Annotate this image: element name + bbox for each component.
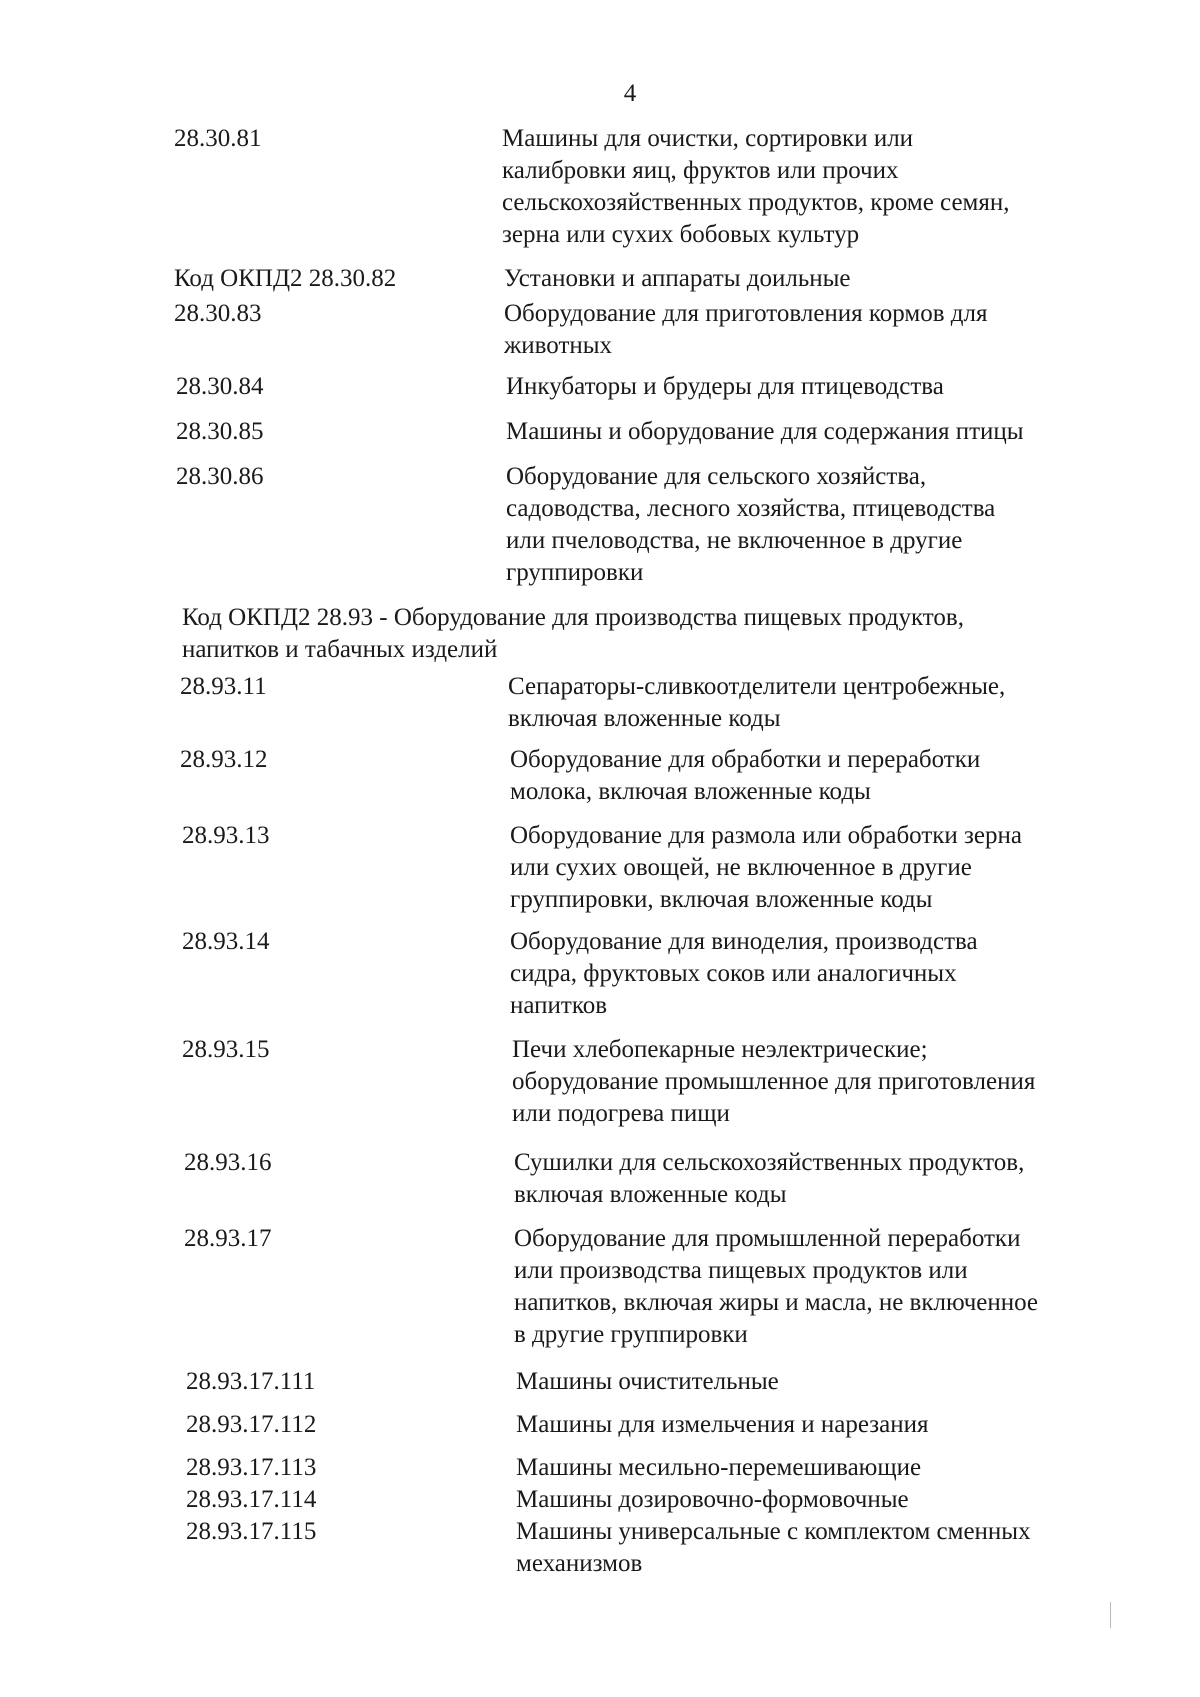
description-line: Сушилки для сельскохозяйственных продуктов, xyxy=(514,1149,1025,1176)
entry-code: 28.93.17.115 xyxy=(186,1518,317,1545)
description-line: группировки, включая вложенные коды xyxy=(510,886,933,913)
description-line: или сухих овощей, не включенное в другие xyxy=(510,854,972,881)
description-line: включая вложенные коды xyxy=(514,1181,787,1208)
description-line: Оборудование для промышленной переработки xyxy=(514,1225,1021,1252)
description-line: или производства пищевых продуктов или xyxy=(514,1257,968,1284)
entry-code: 28.30.85 xyxy=(176,418,264,445)
entry-description xyxy=(510,744,980,808)
entry-code: 28.93.17.111 xyxy=(186,1368,316,1395)
entry-description xyxy=(502,123,1009,251)
entry-description xyxy=(506,371,944,403)
description-line: зерна или сухих бобовых культур xyxy=(502,221,860,248)
entry-code: 28.93.17.112 xyxy=(186,1411,317,1438)
entry-code: Код ОКПД2 28.30.82 xyxy=(174,265,397,292)
page-number: 4 xyxy=(623,80,637,107)
description-line: садоводства, лесного хозяйства, птицеводства xyxy=(506,495,996,522)
description-line: оборудование промышленное для приготовления xyxy=(512,1068,1036,1095)
entry-code: 28.93.16 xyxy=(184,1149,272,1176)
entry-code: 28.93.13 xyxy=(182,822,270,849)
description-line: Машины месильно-перемешивающие xyxy=(516,1454,922,1481)
description-line: напитков, включая жиры и масла, не включенное xyxy=(514,1289,1039,1316)
entry-description xyxy=(514,1147,1024,1211)
description-line: сельскохозяйственных продуктов, кроме семян, xyxy=(502,189,1010,216)
entry-description xyxy=(506,416,1024,448)
entry-description xyxy=(516,1366,779,1398)
entry-description xyxy=(506,461,995,589)
description-line: напитков xyxy=(510,992,608,1019)
description-line: механизмов xyxy=(516,1550,643,1577)
entry-code: 28.93.12 xyxy=(180,746,268,773)
entry-description xyxy=(504,263,851,295)
description-line: молока, включая вложенные коды xyxy=(510,778,871,805)
description-line: Машины универсальные с комплектом сменных xyxy=(516,1518,1031,1545)
entry-code: 28.30.84 xyxy=(176,373,264,400)
description-line: или подогрева пищи xyxy=(512,1100,730,1127)
entry-code: 28.93.15 xyxy=(182,1036,270,1063)
entry-description xyxy=(516,1484,909,1516)
entry-description xyxy=(504,298,987,362)
description-line: калибровки яиц, фруктов или прочих xyxy=(502,157,899,184)
entry-code: 28.30.83 xyxy=(174,300,262,327)
entry-code: 28.93.17 xyxy=(184,1225,272,1252)
description-line: Печи хлебопекарные неэлектрические; xyxy=(512,1036,928,1063)
entry-description xyxy=(510,820,1022,916)
description-line: Машины для измельчения и нарезания xyxy=(516,1411,929,1438)
description-line: Машины для очистки, сортировки или xyxy=(502,125,914,152)
scan-margin-mark xyxy=(1110,1602,1111,1628)
description-line: в другие группировки xyxy=(514,1321,748,1348)
description-line: Инкубаторы и брудеры для птицеводства xyxy=(506,373,944,400)
description-line: Машины и оборудование для содержания птицы xyxy=(506,418,1024,445)
description-line: животных xyxy=(504,332,613,359)
entry-code: 28.93.17.114 xyxy=(186,1486,317,1513)
entry-code: 28.93.11 xyxy=(180,673,267,700)
description-line: Оборудование для размола или обработки зерна xyxy=(510,822,1022,849)
description-line: включая вложенные коды xyxy=(508,705,781,732)
entry-description xyxy=(516,1452,921,1484)
description-line: группировки xyxy=(506,559,644,586)
description-line: Установки и аппараты доильные xyxy=(504,265,851,292)
entry-code: 28.30.81 xyxy=(174,125,262,152)
heading-line: Код ОКПД2 28.93 - Оборудование для производства пищевых продуктов, xyxy=(182,604,964,631)
description-line: или пчеловодства, не включенное в другие xyxy=(506,527,963,554)
entry-description xyxy=(516,1409,929,1441)
entry-description xyxy=(516,1516,1031,1580)
entry-code: 28.93.14 xyxy=(182,928,270,955)
entry-description xyxy=(510,926,978,1022)
entry-description xyxy=(514,1223,1038,1351)
description-line: Оборудование для приготовления кормов для xyxy=(504,300,988,327)
description-line: Сепараторы-сливкоотделители центробежные, xyxy=(508,673,1006,700)
entry-code: 28.30.86 xyxy=(176,463,264,490)
description-line: Оборудование для виноделия, производства xyxy=(510,928,978,955)
entry-code: 28.93.17.113 xyxy=(186,1454,317,1481)
entry-description xyxy=(512,1034,1035,1130)
description-line: Оборудование для обработки и переработки xyxy=(510,746,981,773)
entry-description xyxy=(508,671,1005,735)
description-line: Оборудование для сельского хозяйства, xyxy=(506,463,927,490)
section-heading xyxy=(182,602,964,666)
description-line: Машины очистительные xyxy=(516,1368,779,1395)
description-line: сидра, фруктовых соков или аналогичных xyxy=(510,960,957,987)
description-line: Машины дозировочно-формовочные xyxy=(516,1486,909,1513)
heading-line: напитков и табачных изделий xyxy=(182,636,498,663)
